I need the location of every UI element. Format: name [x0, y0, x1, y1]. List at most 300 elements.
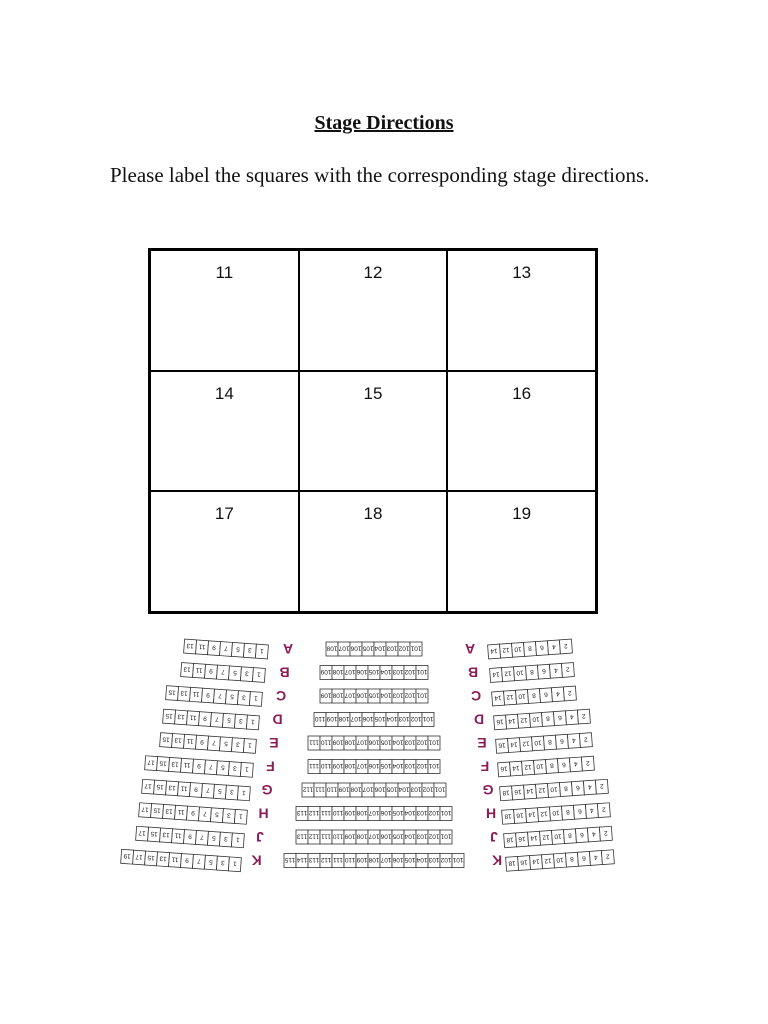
seat-number: 105: [368, 691, 380, 699]
seat-number: 108: [356, 809, 368, 816]
seat-number: 112: [302, 785, 314, 793]
seat-number: 14: [530, 833, 538, 842]
seat-number: 13: [168, 783, 176, 792]
seat-number: 4: [553, 666, 558, 674]
row-letter-left: E: [269, 735, 279, 751]
seat-number: 1: [241, 788, 247, 796]
seat-number: 5: [214, 810, 220, 818]
seat-number: 108: [338, 715, 350, 722]
row-letter-right: E: [477, 735, 487, 751]
seat-number: 4: [551, 642, 556, 650]
right-seat-block: [504, 826, 613, 847]
right-seat-block: [488, 639, 573, 659]
right-seat-block: [502, 803, 611, 824]
seat-number: 12: [522, 739, 530, 748]
seat-number: 14: [510, 740, 518, 748]
seat-number: 106: [350, 644, 362, 652]
left-seat-block: [184, 639, 269, 659]
seat-number: 15: [153, 806, 162, 814]
left-seat-block: [181, 663, 266, 683]
seat-number: 3: [226, 811, 232, 819]
seat-number: 13: [174, 736, 182, 744]
seat-number: 10: [552, 808, 560, 817]
seat-number: 103: [404, 738, 416, 746]
seat-number: 1: [247, 741, 253, 749]
right-seat-block: [500, 779, 609, 800]
seat-row-K: [121, 849, 615, 871]
seat-number: 16: [496, 717, 504, 726]
seat-number: 106: [374, 785, 386, 793]
seat-number: 2: [563, 641, 568, 650]
seat-number: 103: [392, 668, 404, 675]
seat-number: 6: [561, 760, 566, 768]
left-seat-block: [139, 803, 248, 824]
seat-number: 111: [315, 785, 325, 793]
seat-number: 7: [205, 786, 211, 794]
seat-number: 9: [206, 690, 211, 699]
left-seat-block: [121, 849, 242, 871]
seat-number: 9: [200, 737, 205, 746]
seat-number: 2: [603, 829, 608, 837]
row-letter-left: D: [272, 711, 283, 728]
seat-number: 12: [542, 833, 550, 841]
seat-number: 10: [518, 692, 526, 700]
seat-number: 8: [531, 691, 536, 699]
seat-number: 113: [296, 832, 308, 840]
seat-row-J: [136, 826, 613, 847]
seat-number: 104: [380, 668, 392, 675]
seat-row-D: [163, 709, 591, 730]
seat-number: 3: [220, 858, 226, 867]
row-letter-right: H: [485, 805, 497, 822]
seat-number: 18: [504, 812, 512, 820]
seat-number: 104: [374, 644, 386, 652]
seat-number: 11: [180, 784, 188, 792]
seat-number: 106: [392, 856, 404, 863]
seat-number: 5: [229, 692, 235, 700]
seat-number: 107: [368, 809, 380, 816]
row-letter-right: D: [473, 711, 485, 728]
seat-number: 105: [392, 809, 404, 816]
seat-number: 13: [162, 830, 170, 839]
seat-number: 106: [380, 809, 392, 816]
seat-number: 17: [144, 781, 153, 790]
seat-number: 18: [506, 835, 514, 844]
seat-number: 8: [529, 667, 534, 676]
seat-number: 107: [344, 668, 356, 675]
seat-number: 13: [159, 854, 167, 862]
seat-number: 107: [356, 738, 368, 746]
seat-number: 102: [404, 691, 416, 699]
seat-number: 102: [416, 762, 428, 769]
seat-number: 10: [556, 855, 564, 864]
seat-number: 110: [332, 832, 344, 840]
seat-number: 4: [591, 829, 596, 838]
seat-row-F: [145, 756, 595, 777]
seat-number: 14: [492, 670, 500, 678]
seat-number: 106: [368, 738, 380, 746]
seat-row-E: [160, 733, 593, 754]
seat-number: 103: [410, 785, 422, 793]
seat-number: 1: [256, 670, 262, 678]
seat-number: 8: [549, 761, 554, 769]
seat-number: 12: [544, 856, 552, 865]
seat-number: 6: [579, 830, 584, 838]
seat-number: 7: [212, 738, 217, 747]
seat-number: 112: [308, 832, 320, 840]
row-letter-right: G: [482, 782, 494, 798]
seat-number: 106: [368, 762, 380, 769]
seat-number: 10: [554, 832, 562, 840]
seat-number: 106: [356, 668, 368, 675]
seat-number: 15: [165, 711, 174, 720]
seat-number: 101: [428, 762, 440, 769]
center-seat-block: [302, 783, 446, 797]
seat-number: 108: [332, 691, 344, 699]
grid-cell-16[interactable]: 16: [447, 371, 596, 492]
left-seat-block: [142, 779, 251, 800]
row-letter-right: C: [470, 688, 482, 704]
seat-number: 18: [502, 788, 510, 797]
grid-cell-15[interactable]: 15: [299, 371, 448, 492]
row-letter-left: H: [258, 805, 269, 822]
row-letter-right: J: [490, 829, 498, 845]
seat-number: 108: [326, 644, 338, 652]
seat-number: 106: [380, 832, 392, 840]
seat-number: 105: [392, 832, 404, 840]
seat-number: 1: [253, 694, 259, 702]
seat-number: 2: [581, 711, 586, 720]
seat-number: 6: [541, 667, 546, 675]
row-letter-right: K: [491, 852, 503, 869]
seat-number: 14: [512, 763, 520, 772]
seat-number: 111: [321, 832, 331, 840]
seat-number: 18: [508, 859, 516, 867]
seat-number: 4: [589, 806, 594, 814]
seat-number: 105: [404, 856, 416, 863]
seating-chart: [0, 630, 768, 910]
seat-number: 101: [434, 785, 446, 793]
seat-number: 13: [171, 760, 179, 768]
grid-cell-11[interactable]: 11: [150, 250, 299, 371]
seat-number: 8: [569, 855, 574, 863]
center-seat-block: [308, 760, 440, 774]
seat-number: 101: [410, 644, 422, 652]
grid-cell-12[interactable]: 12: [299, 250, 448, 371]
seat-number: 105: [362, 644, 374, 652]
seat-number: 106: [362, 715, 374, 722]
center-seat-block: [296, 807, 452, 821]
seat-number: 108: [368, 856, 380, 863]
seat-number: 103: [398, 715, 410, 722]
seat-number: 113: [308, 856, 320, 863]
seat-number: 109: [344, 809, 356, 816]
seat-number: 13: [180, 689, 188, 697]
seat-number: 16: [516, 811, 524, 819]
seat-number: 110: [314, 715, 326, 722]
right-seat-block: [492, 686, 577, 706]
seat-number: 8: [545, 714, 550, 722]
seat-number: 8: [527, 644, 532, 652]
right-seat-block: [490, 663, 575, 683]
row-letter-right: A: [464, 641, 476, 657]
seat-number: 11: [171, 855, 179, 863]
seat-number: 9: [212, 643, 217, 651]
row-letter-left: J: [256, 829, 264, 845]
seat-number: 15: [162, 735, 171, 743]
seat-number: 5: [211, 834, 217, 842]
seat-number: 14: [490, 646, 498, 655]
grid-cell-14[interactable]: 14: [150, 371, 299, 492]
seat-number: 106: [356, 691, 368, 699]
seat-number: 3: [229, 787, 235, 796]
seat-number: 9: [188, 832, 193, 840]
seat-number: 103: [416, 809, 428, 816]
seat-number: 2: [583, 735, 588, 743]
seat-number: 7: [215, 715, 220, 723]
seat-number: 3: [238, 716, 244, 725]
seat-number: 5: [235, 645, 241, 653]
seat-number: 104: [392, 762, 404, 769]
seat-number: 101: [440, 832, 452, 840]
seat-number: 8: [567, 831, 572, 839]
seat-number: 3: [235, 740, 241, 748]
seat-number: 11: [177, 807, 185, 816]
seat-number: 104: [416, 856, 428, 863]
seat-number: 12: [524, 763, 532, 771]
seat-number: 2: [601, 805, 606, 813]
seat-number: 115: [284, 856, 296, 863]
seat-number: 15: [156, 782, 165, 791]
seat-number: 13: [165, 807, 173, 815]
seat-number: 109: [344, 832, 356, 840]
seat-number: 4: [573, 759, 578, 768]
seat-number: 107: [368, 832, 380, 840]
seat-number: 110: [320, 738, 332, 746]
seat-number: 17: [141, 805, 150, 813]
center-seat-block: [284, 854, 464, 868]
seat-number: 107: [356, 762, 368, 769]
seat-row-B: [181, 663, 575, 683]
seat-number: 105: [374, 715, 386, 722]
seat-number: 1: [235, 835, 241, 843]
seat-number: 5: [220, 763, 226, 771]
seat-number: 108: [332, 668, 344, 675]
seat-number: 105: [386, 785, 398, 793]
seat-number: 13: [177, 712, 185, 721]
instruction-text: Please label the squares with the corresponding stage directions.: [110, 163, 650, 187]
seat-number: 102: [398, 644, 410, 652]
right-seat-block: [496, 733, 593, 754]
grid-cell-19[interactable]: 19: [447, 491, 596, 612]
seat-number: 10: [536, 762, 544, 770]
center-seat-block: [320, 666, 428, 680]
seat-number: 10: [534, 738, 542, 747]
seat-number: 7: [202, 809, 208, 817]
seat-number: 101: [416, 691, 428, 699]
seat-number: 103: [416, 832, 428, 840]
seat-row-C: [166, 686, 577, 707]
seat-number: 17: [147, 758, 156, 766]
seat-number: 17: [138, 828, 147, 837]
seat-number: 6: [559, 737, 564, 745]
seat-number: 4: [571, 736, 576, 744]
grid-cell-17[interactable]: 17: [150, 491, 299, 612]
seat-number: 7: [199, 833, 205, 841]
seat-number: 111: [309, 738, 319, 746]
seat-number: 10: [532, 715, 540, 723]
seat-number: 111: [321, 809, 331, 816]
seat-number: 15: [150, 829, 159, 838]
seat-number: 6: [581, 854, 586, 862]
right-seat-block: [506, 850, 615, 871]
seat-number: 110: [326, 785, 338, 793]
seat-number: 101: [452, 856, 464, 863]
seat-number: 11: [189, 713, 197, 721]
seat-number: 112: [320, 856, 332, 863]
seat-number: 16: [498, 741, 506, 749]
seat-number: 4: [593, 853, 598, 861]
seat-number: 101: [428, 738, 440, 746]
seat-number: 101: [422, 715, 434, 722]
seat-number: 108: [344, 738, 356, 746]
seat-number: 4: [569, 712, 574, 721]
seat-number: 104: [404, 809, 416, 816]
seat-number: 3: [241, 693, 247, 701]
left-seat-block: [166, 686, 263, 707]
seat-number: 11: [198, 642, 206, 651]
seat-number: 108: [356, 832, 368, 840]
seat-number: 17: [135, 852, 144, 861]
seat-number: 102: [428, 809, 440, 816]
row-letter-right: B: [467, 664, 479, 681]
seat-number: 19: [123, 851, 132, 860]
seat-number: 103: [386, 644, 398, 652]
seat-number: 105: [380, 738, 392, 746]
seat-number: 1: [232, 859, 237, 867]
seat-number: 14: [532, 857, 540, 865]
left-seat-block: [145, 756, 254, 777]
seat-number: 104: [380, 691, 392, 699]
seat-number: 107: [362, 785, 374, 793]
seat-number: 101: [416, 668, 428, 675]
seat-number: 7: [224, 644, 229, 652]
seat-number: 7: [218, 691, 223, 700]
seat-number: 14: [494, 693, 502, 702]
grid-cell-18[interactable]: 18: [299, 491, 448, 612]
grid-cell-13[interactable]: 13: [447, 250, 596, 371]
seat-number: 14: [526, 786, 534, 795]
seat-number: 16: [500, 764, 508, 773]
seat-number: 111: [309, 762, 319, 769]
seat-number: 8: [565, 808, 570, 816]
seat-number: 104: [392, 738, 404, 746]
seat-number: 2: [567, 688, 572, 697]
seat-number: 107: [344, 691, 356, 699]
seat-number: 4: [555, 689, 560, 697]
seat-number: 11: [186, 737, 194, 745]
seat-number: 102: [404, 668, 416, 675]
seat-number: 11: [192, 690, 200, 698]
seat-number: 13: [183, 665, 192, 673]
seat-number: 110: [320, 762, 332, 769]
seat-number: 113: [296, 809, 308, 816]
seat-number: 104: [398, 785, 410, 793]
seat-number: 6: [539, 643, 544, 651]
seat-number: 2: [565, 665, 570, 673]
seat-number: 101: [440, 809, 452, 816]
row-letter-left: G: [261, 782, 273, 798]
seat-number: 16: [514, 787, 522, 796]
seat-number: 114: [296, 856, 308, 863]
seat-number: 109: [356, 856, 368, 863]
seat-number: 109: [332, 762, 344, 769]
seat-number: 15: [147, 853, 155, 862]
seat-number: 7: [221, 667, 226, 676]
seat-number: 102: [428, 832, 440, 840]
seat-number: 1: [259, 646, 265, 655]
seat-number: 6: [543, 690, 548, 698]
seat-number: 107: [350, 715, 362, 722]
seat-number: 6: [577, 807, 582, 815]
row-letter-left: B: [279, 664, 290, 681]
seat-number: 12: [538, 786, 546, 794]
seat-number: 3: [232, 764, 238, 772]
seat-number: 105: [368, 668, 380, 675]
seat-number: 6: [575, 783, 580, 791]
seat-number: 10: [550, 785, 558, 793]
seat-number: 102: [410, 715, 422, 722]
left-seat-block: [163, 709, 260, 730]
center-seat-block: [320, 689, 428, 703]
seat-number: 108: [350, 785, 362, 793]
seat-number: 103: [392, 691, 404, 699]
seat-number: 109: [332, 738, 344, 746]
seat-number: 2: [605, 852, 610, 860]
seat-number: 105: [380, 762, 392, 769]
seat-number: 102: [416, 738, 428, 746]
seat-number: 110: [332, 809, 344, 816]
right-seat-block: [494, 709, 591, 730]
seat-number: 12: [506, 692, 514, 701]
seat-number: 5: [232, 668, 238, 676]
seat-number: 5: [223, 739, 229, 747]
seat-number: 10: [514, 645, 522, 653]
seat-number: 15: [159, 759, 168, 767]
seat-row-A: [184, 639, 573, 659]
seat-number: 11: [183, 760, 191, 769]
seat-number: 107: [380, 856, 392, 863]
seat-number: 16: [520, 858, 528, 866]
seat-number: 6: [557, 713, 562, 721]
seat-number: 104: [404, 832, 416, 840]
seat-number: 103: [428, 856, 440, 863]
seat-number: 10: [516, 668, 524, 677]
seat-number: 103: [404, 762, 416, 769]
seat-row-H: [139, 803, 611, 824]
seat-number: 8: [563, 784, 568, 792]
seat-number: 2: [585, 758, 590, 767]
seat-number: 1: [244, 765, 250, 773]
seat-number: 109: [326, 715, 338, 722]
seat-number: 9: [194, 785, 199, 793]
page-title: Stage Directions: [314, 112, 454, 134]
seat-number: 7: [196, 857, 202, 865]
seat-number: 11: [195, 666, 203, 674]
seat-number: 5: [208, 857, 214, 866]
seat-number: 9: [191, 808, 196, 817]
seat-number: 102: [422, 785, 434, 793]
